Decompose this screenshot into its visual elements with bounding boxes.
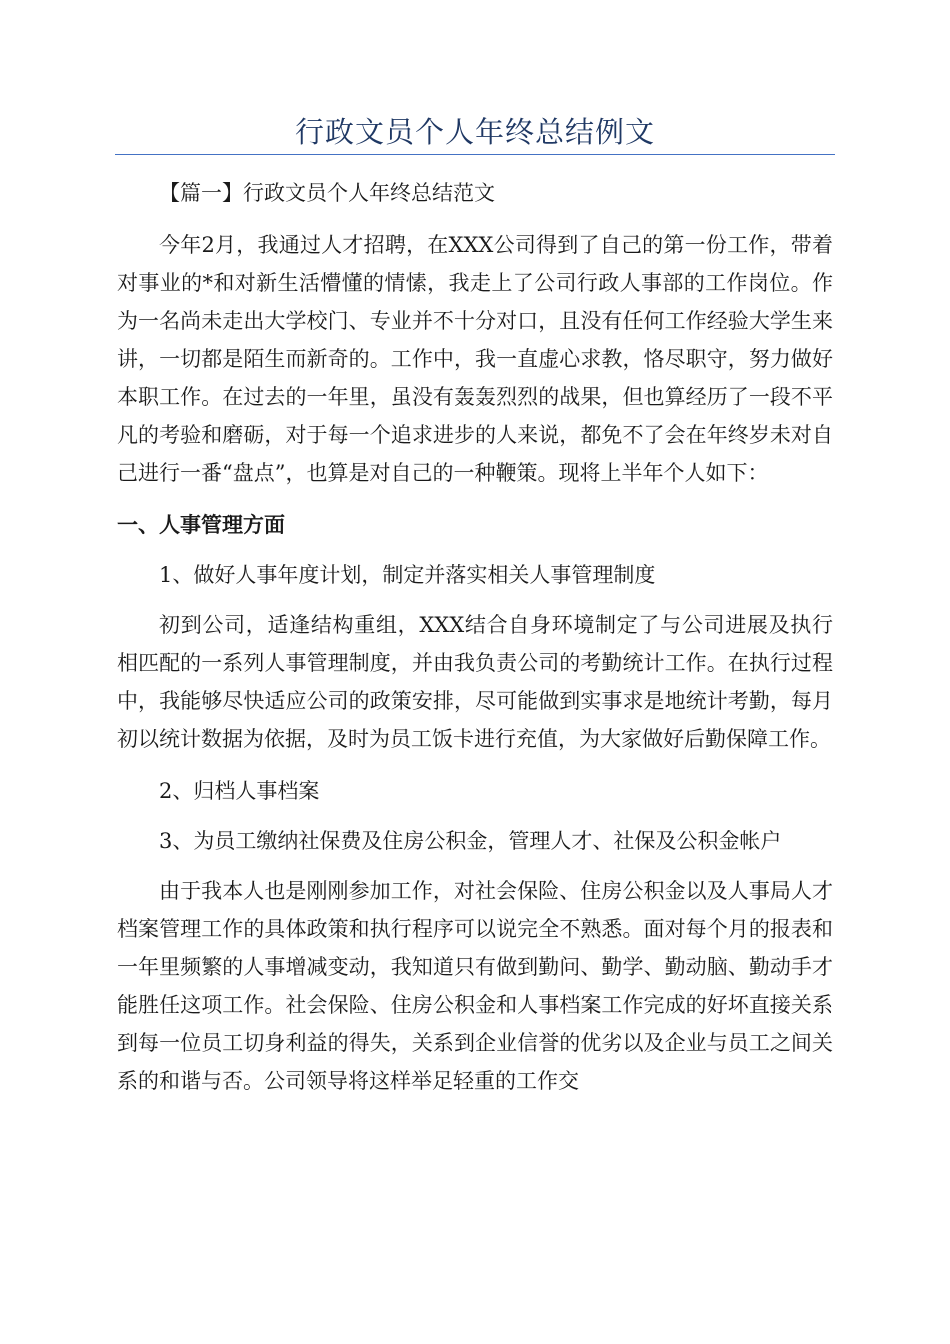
title-underline [115,154,835,155]
list-item-1: 1、做好人事年度计划，制定并落实相关人事管理制度 [159,563,656,587]
paragraph-item-1-body: 初到公司，适逢结构重组，XXX结合自身环境制定了与公司进展及执行相匹配的一系列人事管理制度，并由我负责公司的考勤统计工作。在执行过程中，我能够尽快适应公司的政策安排，尽可能做到实事求是地统计考勤，每月初以统计数据为依据，及时为员工饭卡进行充值，为大家做好后勤保障工作。 [117,613,833,751]
document-body [117,174,833,1100]
section-label: 【篇一】行政文员个人年终总结范文 [159,181,495,205]
list-item-2: 2、归档人事档案 [159,779,320,803]
document-title: 行政文员个人年终总结例文 [294,115,655,149]
paragraph-intro: 今年2月，我通过人才招聘，在XXX公司得到了自己的第一份工作，带着对事业的*和对新生活懵懂的情愫，我走上了公司行政人事部的工作岗位。作为一名尚未走出大学校门、专业并不十分对口，且没有任何工作经验大学生来讲，一切都是陌生而新奇的。工作中，我一直虚心求教，恪尽职守，努力做好本职工作。在过去的一年里，虽没有轰轰烈烈的战果，但也算经历了一段不平凡的考验和磨砺，对于每一个追求进步的人来说，都免不了会在年终岁未对自己进行一番“盘点”，也算是对自己的一种鞭策。现将上半年个人如下： [117,233,833,485]
heading-hr-management: 一、人事管理方面 [117,513,285,537]
paragraph-item-3-body: 由于我本人也是刚刚参加工作，对社会保险、住房公积金以及人事局人才档案管理工作的具体政策和执行程序可以说完全不熟悉。面对每个月的报表和一年里频繁的人事增减变动，我知道只有做到勤问、勤学、勤动脑、勤动手才能胜任这项工作。社会保险、住房公积金和人事档案工作完成的好坏直接关系到每一位员工切身利益的得失，关系到企业信誉的优劣以及企业与员工之间关系的和谐与否。公司领导将这样举足轻重的工作交 [117,879,833,1093]
list-item-3: 3、为员工缴纳社保费及住房公积金，管理人才、社保及公积金帐户 [159,829,782,853]
